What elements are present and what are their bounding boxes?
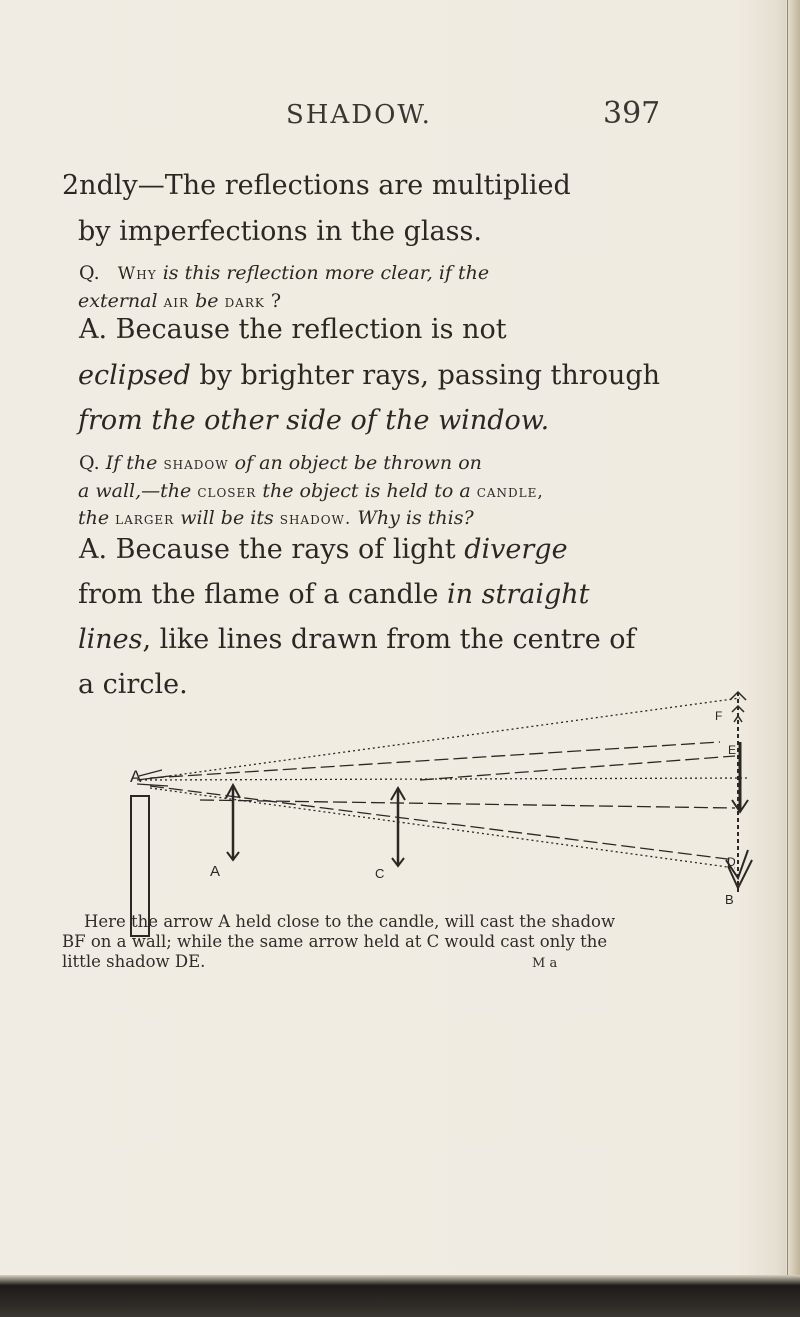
question-2-larger: larger bbox=[115, 509, 175, 529]
caption-line-2: BF on a wall; while the same arrow held at C would cast only the bbox=[62, 932, 608, 951]
header-title: SHADOW. bbox=[286, 100, 432, 130]
question-1-label: Q. bbox=[79, 262, 100, 284]
question-2-closer: closer bbox=[197, 482, 257, 502]
question-2-the: the bbox=[78, 507, 116, 529]
page-number: 397 bbox=[603, 96, 661, 131]
answer-2-line-4: a circle. bbox=[78, 669, 188, 700]
label-c: C bbox=[375, 866, 385, 881]
label-f: F bbox=[715, 709, 723, 723]
question-2-shadow-2: shadow. bbox=[279, 509, 352, 529]
question-1-be: be bbox=[189, 290, 225, 312]
question-2-text-3: will be its bbox=[174, 507, 280, 529]
question-2-text-2: the object is held to a bbox=[256, 480, 477, 502]
label-a-top: A bbox=[130, 767, 142, 786]
answer-1-text: Because the reflection is not bbox=[107, 314, 507, 345]
answer-2-text-3: , like lines drawn from the centre of bbox=[142, 624, 636, 655]
ray-to-d bbox=[150, 786, 735, 860]
caption-line-1: Here the arrow A held close to the candle, will cast the shadow bbox=[84, 912, 616, 931]
answer-1-text-3: from the other side of the window. bbox=[78, 405, 550, 436]
label-b: B bbox=[725, 892, 734, 907]
question-2-candle: candle, bbox=[476, 482, 544, 502]
signature-mark: M a bbox=[532, 956, 558, 971]
question-1-air: air bbox=[163, 292, 190, 312]
answer-1-label: A. bbox=[79, 314, 108, 345]
ray-level-2 bbox=[420, 756, 735, 780]
caption-line-3 bbox=[62, 952, 682, 971]
question-1-dark: dark bbox=[224, 292, 265, 312]
answer-1-eclipsed: eclipsed bbox=[78, 360, 191, 391]
question-2-label: Q. bbox=[79, 452, 100, 474]
answer-2-diverge: diverge bbox=[464, 534, 568, 565]
question-1-text: is this reflection more clear, if the bbox=[156, 262, 490, 284]
answer-1-text-2: by brighter rays, passing through bbox=[190, 360, 661, 391]
question-1-mark: ? bbox=[264, 290, 282, 312]
question-2-shadow: shadow bbox=[163, 454, 229, 474]
question-2-if: If the bbox=[99, 452, 164, 474]
ray-level-1 bbox=[200, 800, 735, 808]
caption-line-3-text: little shadow DE. bbox=[62, 952, 206, 971]
scan-bottom-band bbox=[0, 1275, 800, 1317]
ray-to-f bbox=[140, 698, 740, 780]
label-e: E bbox=[728, 743, 737, 757]
shadow-top bbox=[730, 692, 746, 722]
ray-upper-dashed bbox=[150, 742, 720, 778]
label-d: D bbox=[727, 855, 736, 869]
question-1-external: external bbox=[78, 290, 164, 312]
answer-2-text-1: Because the rays of light bbox=[107, 534, 465, 565]
answer-2-lines: lines bbox=[78, 624, 143, 655]
question-1-why: Why bbox=[117, 264, 157, 284]
label-a-bottom: A bbox=[210, 863, 221, 880]
ray-to-bottom-b bbox=[150, 788, 735, 868]
paragraph-1-line-2: by imperfections in the glass. bbox=[78, 216, 482, 247]
answer-2-label: A. bbox=[79, 534, 108, 565]
question-2-wall: a wall,—the bbox=[78, 480, 198, 502]
question-2-text-1: of an object be thrown on bbox=[228, 452, 482, 474]
answer-2-straight: in straight bbox=[447, 579, 590, 610]
question-2-why: Why is this? bbox=[351, 507, 474, 529]
answer-2-text-2: from the flame of a candle bbox=[78, 579, 448, 610]
paragraph-1-line-1: 2ndly—The reflections are multiplied bbox=[62, 170, 571, 201]
